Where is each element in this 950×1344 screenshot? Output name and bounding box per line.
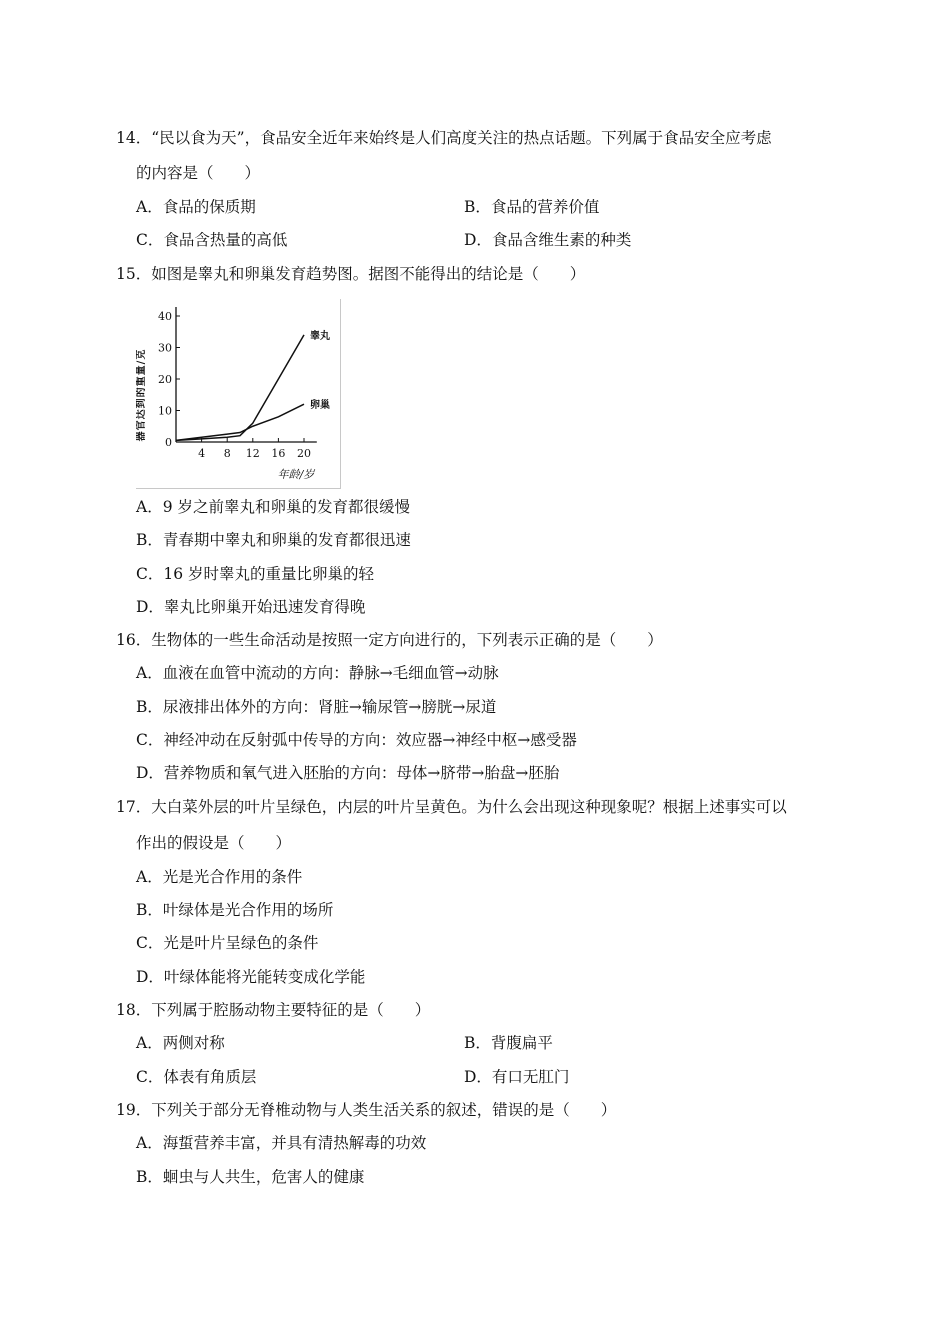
x-tick-label: 4 (198, 447, 206, 460)
series-label-ovary: 卵巢 (310, 400, 330, 412)
q16-stem: 16．生物体的一些生命活动是按照一定方向进行的，下列表示正确的是（ ） (116, 631, 663, 649)
q15-stem: 15．如图是睾丸和卵巢发育趋势图。据图不能得出的结论是（ ） (116, 265, 586, 283)
series-label-testis: 睾丸 (310, 330, 330, 342)
chart-ylabel: 器官达到的重量/克 (136, 348, 147, 442)
q15-option-c[interactable]: C．16 岁时睾丸的重量比卵巢的轻 (136, 565, 375, 583)
q18-option-d[interactable]: D．有口无肛门 (464, 1068, 570, 1086)
x-tick-label: 8 (223, 447, 231, 460)
q16-option-c[interactable]: C．神经冲动在反射弧中传导的方向：效应器→神经中枢→感受器 (136, 731, 577, 749)
y-tick-label: 20 (158, 373, 172, 386)
q16-option-d[interactable]: D．营养物质和氧气进入胚胎的方向：母体→脐带→胎盘→胚胎 (136, 764, 560, 782)
q15-option-a[interactable]: A．9 岁之前睾丸和卵巢的发育都很缓慢 (136, 498, 410, 516)
q16-option-a[interactable]: A．血液在血管中流动的方向：静脉→毛细血管→动脉 (136, 664, 499, 682)
y-tick-label: 10 (158, 404, 172, 418)
q19-option-a[interactable]: A．海蜇营养丰富，并具有清热解毒的功效 (136, 1134, 427, 1152)
y-tick-label: 0 (165, 436, 172, 449)
q14-option-d[interactable]: D．食品含维生素的种类 (464, 231, 632, 249)
y-tick-label: 40 (158, 310, 172, 323)
q18-stem: 18．下列属于腔肠动物主要特征的是（ ） (116, 1001, 431, 1019)
q17-stem-cont: 作出的假设是（ ） (136, 834, 292, 852)
q18-option-a[interactable]: A．两侧对称 (136, 1034, 225, 1052)
q17-option-b[interactable]: B．叶绿体是光合作用的场所 (136, 901, 334, 919)
q18-option-b[interactable]: B．背腹扁平 (464, 1034, 553, 1052)
x-tick-label: 12 (245, 447, 260, 460)
q18-option-c[interactable]: C．体表有角质层 (136, 1068, 257, 1086)
growth-chart (136, 299, 341, 489)
q16-option-b[interactable]: B．尿液排出体外的方向：肾脏→输尿管→膀胱→尿道 (136, 698, 497, 716)
q14-option-c[interactable]: C．食品含热量的高低 (136, 231, 288, 249)
q17-option-d[interactable]: D．叶绿体能将光能转变成化学能 (136, 968, 366, 986)
q14-stem: 14．“民以食为天”，食品安全近年来始终是人们高度关注的热点话题。下列属于食品安全应考虑 (116, 129, 772, 147)
q15-option-b[interactable]: B．青春期中睾丸和卵巢的发育都很迅速 (136, 531, 411, 549)
q17-option-a[interactable]: A．光是光合作用的条件 (136, 868, 303, 886)
q14-stem-cont: 的内容是（ ） (136, 164, 261, 182)
q15-option-d[interactable]: D．睾丸比卵巢开始迅速发育得晚 (136, 598, 366, 616)
chart-axes (176, 307, 317, 442)
q14-option-a[interactable]: A．食品的保质期 (136, 198, 256, 216)
x-tick-label: 20 (297, 447, 311, 460)
x-tick-label: 16 (271, 447, 286, 460)
chart-xlabel: 年龄/岁 (277, 468, 315, 481)
y-tick-label: 30 (158, 341, 172, 355)
q17-option-c[interactable]: C．光是叶片呈绿色的条件 (136, 934, 319, 952)
q19-stem: 19．下列关于部分无脊椎动物与人类生活关系的叙述，错误的是（ ） (116, 1101, 617, 1119)
q17-stem: 17．大白菜外层的叶片呈绿色，内层的叶片呈黄色。为什么会出现这种现象呢？根据上述事实可以 (116, 798, 787, 816)
series-line-testis (176, 335, 304, 441)
q19-option-b[interactable]: B．蛔虫与人共生，危害人的健康 (136, 1168, 365, 1186)
q14-option-b[interactable]: B．食品的营养价值 (464, 198, 600, 216)
growth-chart-svg (136, 299, 340, 488)
